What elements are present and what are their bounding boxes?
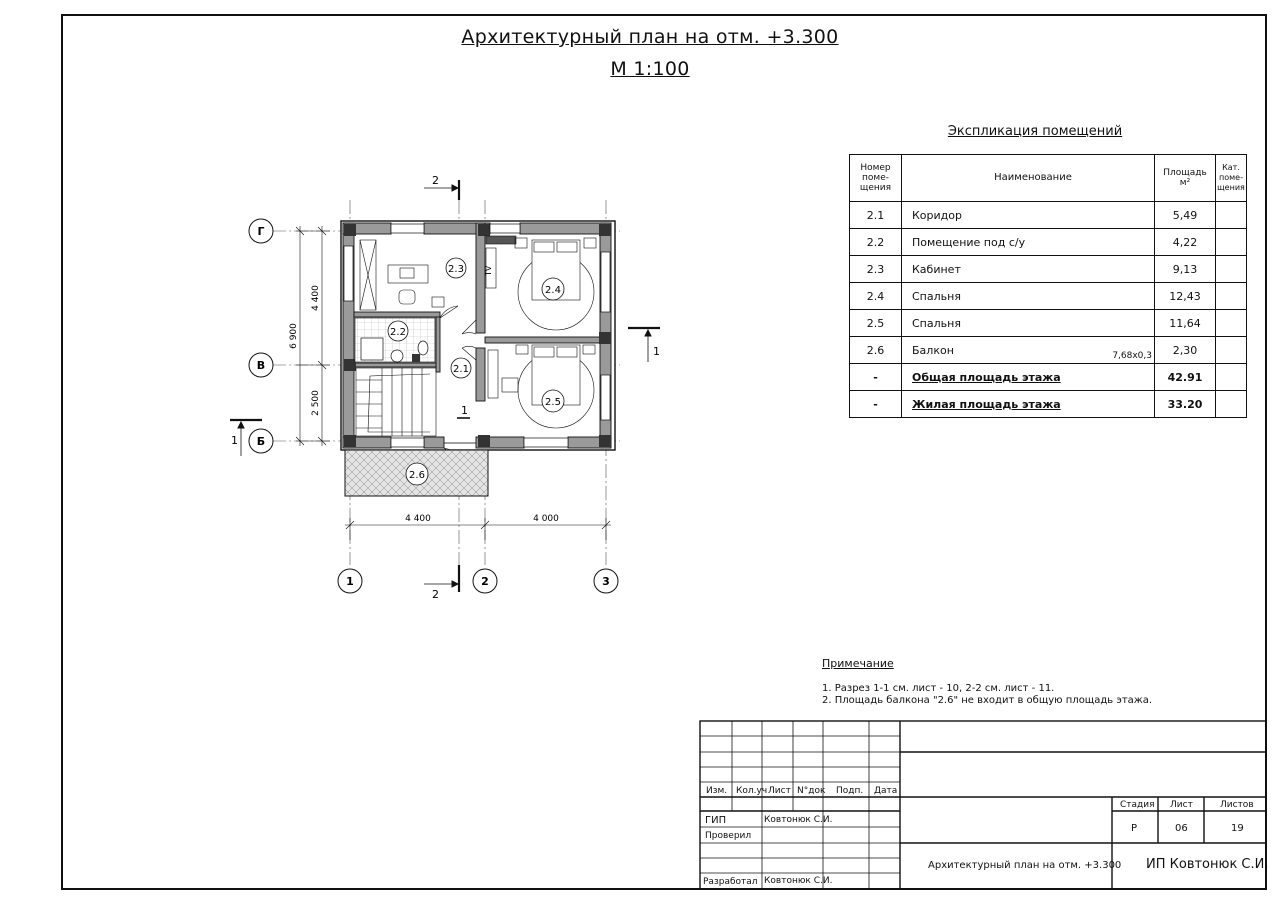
- stamp-col-ndok: N°док: [797, 786, 826, 796]
- stamp-col-data: Дата: [874, 786, 898, 796]
- dim-left-upper: 4 400: [311, 285, 321, 311]
- room-tag-2-3: 2.3: [448, 264, 464, 275]
- note-line-2: 2. Площадь балкона "2.6" не входит в общую площадь этажа.: [822, 695, 1153, 706]
- axis-letter-v: В: [256, 359, 266, 372]
- section-1-inner-label: 1: [461, 404, 468, 417]
- stamp-doc-title: Архитектурный план на отм. +3.300: [928, 860, 1122, 871]
- stamp-sheets-header: Листов: [1220, 800, 1254, 810]
- table-row: 2.4 Спальня 12,43: [850, 283, 1247, 310]
- stamp-col-list: Лист: [768, 786, 791, 796]
- room-tag-2-5: 2.5: [545, 397, 561, 408]
- total-row: - Общая площадь этажа 42.91: [850, 364, 1247, 391]
- section-2-top-label: 2: [432, 174, 439, 187]
- header-area: Площадь м²: [1155, 155, 1216, 202]
- axis-letter-b: Б: [256, 435, 266, 448]
- notes-heading: Примечание: [822, 657, 894, 670]
- stamp-gip-name: Ковтонюк С.И.: [764, 815, 833, 825]
- header-category: Кат. поме- щения: [1216, 155, 1247, 202]
- note-line-1: 1. Разрез 1-1 см. лист - 10, 2-2 см. лист - 11.: [822, 683, 1055, 694]
- stamp-sheets: 19: [1231, 823, 1244, 834]
- stamp-sheet-header: Лист: [1170, 800, 1193, 810]
- stamp-checked: Проверил: [705, 831, 752, 841]
- table-row: 2.3 Кабинет 9,13: [850, 256, 1247, 283]
- stamp-col-podp: Подп.: [836, 786, 864, 796]
- section-2-bottom-label: 2: [432, 588, 439, 601]
- table-row: 2.1 Коридор 5,49: [850, 202, 1247, 229]
- section-1-left-label: 1: [231, 434, 238, 447]
- stamp-sheet: 06: [1175, 823, 1188, 834]
- dim-bottom-left: 4 400: [405, 514, 431, 524]
- sheet-title: Архитектурный план на отм. +3.300: [461, 26, 839, 48]
- table-row: 2.6 Балкон 7,68x0,3 2,30: [850, 337, 1247, 364]
- axis-number-2: 2: [481, 575, 489, 588]
- dim-left-lower: 2 500: [311, 390, 321, 416]
- header-room-number: Номер поме- щения: [850, 155, 902, 202]
- stamp-col-izm: Изм.: [706, 786, 728, 796]
- table-row: 2.5 Спальня 11,64: [850, 310, 1247, 337]
- room-tag-2-2: 2.2: [390, 327, 406, 338]
- room-tag-2-6: 2.6: [409, 470, 425, 481]
- tv-label: TV: [484, 265, 493, 276]
- stamp-stage: Р: [1131, 823, 1138, 834]
- stamp-gip-role: ГИП: [705, 815, 727, 826]
- stamp-developed: Разработал: [703, 877, 758, 887]
- axis-number-1: 1: [346, 575, 354, 588]
- dim-left-total: 6 900: [289, 323, 299, 349]
- room-tag-2-4: 2.4: [545, 285, 561, 296]
- stamp-col-kolush: Кол.уч: [736, 786, 768, 796]
- header-name: Наименование: [902, 155, 1155, 202]
- table-row: 2.2 Помещение под с/у 4,22: [850, 229, 1247, 256]
- axis-letter-g: Г: [257, 225, 265, 238]
- stamp-stage-header: Стадия: [1120, 800, 1155, 810]
- explication-title: Экспликация помещений: [947, 124, 1123, 139]
- dim-bottom-right: 4 000: [533, 514, 559, 524]
- sheet-scale: М 1:100: [610, 58, 690, 80]
- section-1-right-label: 1: [653, 345, 660, 358]
- axis-number-3: 3: [602, 575, 610, 588]
- stamp-dev-name: Ковтонюк С.И.: [764, 876, 833, 886]
- room-tag-2-1: 2.1: [453, 364, 469, 375]
- stamp-organization: ИП Ковтонюк С.И.: [1146, 857, 1269, 872]
- balcony-size-note: 7,68x0,3: [1112, 351, 1152, 361]
- total-row: - Жилая площадь этажа 33.20: [850, 391, 1247, 418]
